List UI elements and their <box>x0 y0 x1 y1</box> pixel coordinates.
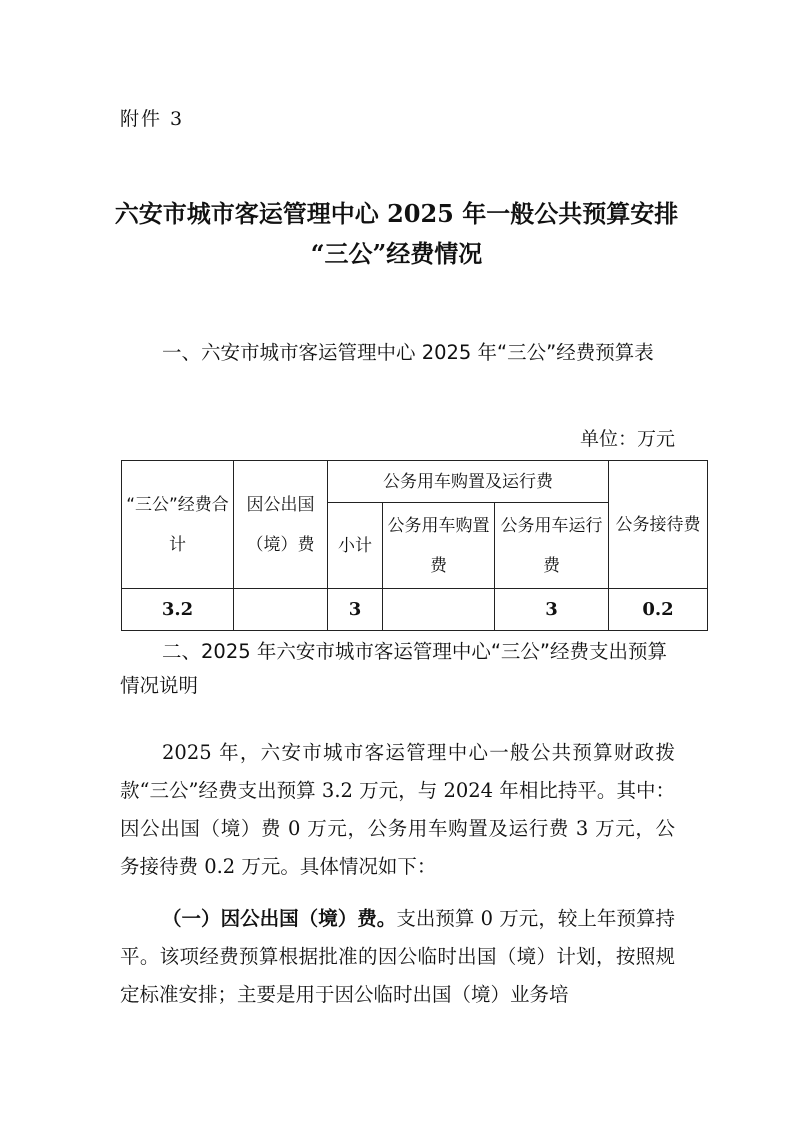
section-heading-2: 二、2025 年六安市城市客运管理中心“三公”经费支出预算情况说明 <box>120 640 668 697</box>
budget-table <box>121 460 708 631</box>
header-purchase: 公务用车购置费 <box>383 503 495 589</box>
unit-label: 单位：万元 <box>579 428 675 450</box>
header-operation: 公务用车运行费 <box>495 503 609 589</box>
section-heading-1: 一、六安市城市客运管理中心 2025 年“三公”经费预算表 <box>162 341 654 364</box>
value-purchase <box>383 589 495 631</box>
value-reception: 0.2 <box>609 589 708 631</box>
header-reception: 公务接待费 <box>609 461 708 589</box>
value-abroad <box>234 589 328 631</box>
value-total: 3.2 <box>122 589 234 631</box>
header-vehicle-group: 公务用车购置及运行费 <box>328 461 609 503</box>
header-subtotal: 小计 <box>328 503 383 589</box>
header-abroad: 因公出国（境）费 <box>234 461 328 589</box>
value-subtotal: 3 <box>328 589 383 631</box>
value-operation: 3 <box>495 589 609 631</box>
attachment-label: 附件 3 <box>120 108 185 130</box>
paragraph-abroad <box>120 900 675 1014</box>
document-title-line1: 六安市城市客运管理中心 2025 年一般公共预算安排 <box>114 199 679 228</box>
header-total: “三公”经费合计 <box>122 461 234 589</box>
document-title-line2: “三公”经费情况 <box>310 239 483 268</box>
paragraph-abroad-lead: （一）因公出国（境）费。 <box>162 907 397 930</box>
paragraph-summary: 2025 年，六安市城市客运管理中心一般公共预算财政拨款“三公”经费支出预算 3.2 万元，与 2024 年相比持平。其中：因公出国（境）费 0 万元，公务用车购置及运行费 3 万元，公务接待费 0.2 万元。具体情况如下： <box>120 741 675 878</box>
paragraph-abroad-body: 支出预算 0 万元，较上年预算持平。该项经费预算根据批准的因公临时出国（境）计划，按照规定标准安排；主要是用于因公临时出国（境）业务培 <box>120 907 675 1006</box>
